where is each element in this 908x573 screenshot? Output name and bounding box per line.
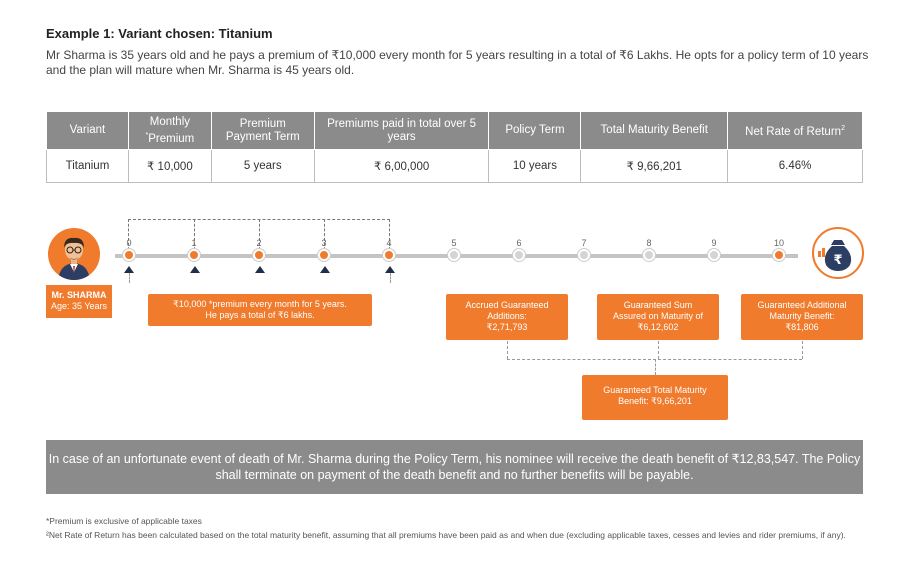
cell-maturity: ₹ 9,66,201 [581, 150, 728, 183]
year-label: 0 [126, 238, 132, 248]
year-dot [123, 249, 135, 261]
header-net-return-label: Net Rate of Return [745, 125, 842, 138]
year-label: 2 [256, 238, 262, 248]
table-header-row [47, 112, 863, 150]
year-label: 7 [581, 238, 587, 248]
year-dot [513, 249, 525, 261]
cell-total-paid: ₹ 6,00,000 [314, 150, 489, 183]
header-monthly-premium-line2: Premium [148, 132, 195, 145]
table-row [47, 150, 863, 183]
year-label: 3 [321, 238, 327, 248]
person-age: Age: 35 Years [50, 301, 108, 311]
gsa-value: ₹6,12,602 [637, 322, 679, 332]
person-avatar-icon [48, 228, 100, 280]
plan-table [46, 111, 863, 183]
premium-marker-icon [385, 266, 395, 273]
gamb-line1: Guaranteed Additional [757, 300, 847, 310]
connector-line [658, 341, 659, 359]
header-net-return [728, 112, 863, 150]
connector-line [655, 359, 656, 375]
svg-text:₹: ₹ [833, 253, 843, 268]
year-label: 9 [711, 238, 717, 248]
cell-variant: Titanium [47, 150, 129, 183]
year-dot [383, 249, 395, 261]
header-maturity: Total Maturity Benefit [581, 112, 728, 150]
cell-policy-term: 10 years [489, 150, 581, 183]
year-dot [188, 249, 200, 261]
year-dot [578, 249, 590, 261]
sum-assured-box [597, 294, 719, 340]
premium-note-line1: ₹10,000 *premium every month for 5 years. [173, 299, 347, 309]
cell-ppt: 5 years [211, 150, 314, 183]
marker-stem [390, 273, 391, 283]
additional-benefit-box [741, 294, 863, 340]
premium-note-line2: He pays a total of ₹6 lakhs. [205, 310, 315, 320]
gamb-value: ₹81,806 [785, 322, 819, 332]
header-ppt: Premium Payment Term [211, 112, 314, 150]
total-line1: Guaranteed Total Maturity [603, 385, 707, 395]
cell-net-return: 6.46% [728, 150, 863, 183]
person-name: Mr. SHARMA [51, 290, 107, 300]
intro-text: Mr Sharma is 35 years old and he pays a premium of ₹10,000 every month for 5 years resulting in a total of ₹6 Lakhs. He opts for a policy term of 10 years and the plan will mature when Mr. Sharma is 45 years old. [46, 48, 869, 77]
gsa-line1: Guaranteed Sum [623, 300, 693, 310]
money-bag-icon [812, 227, 864, 279]
accrued-line2: Additions: [487, 311, 527, 321]
cell-monthly-premium: ₹ 10,000 [128, 150, 211, 183]
premium-marker-icon [255, 266, 265, 273]
premium-marker-icon [190, 266, 200, 273]
year-label: 10 [773, 238, 784, 248]
connector-line [802, 341, 803, 359]
year-dot [318, 249, 330, 261]
header-total-paid: Premiums paid in total over 5 years [314, 112, 489, 150]
year-dot [253, 249, 265, 261]
connector-line [507, 341, 508, 359]
total-line2: Benefit: ₹9,66,201 [618, 396, 692, 406]
header-monthly-premium [128, 112, 211, 150]
total-maturity-box [582, 375, 728, 420]
death-benefit-box: In case of an unfortunate event of death of Mr. Sharma during the Policy Term, his nominee will receive the death benefit of ₹12,83,547. The Policy shall terminate on payment of the death benefit and no further benefits will be payable. [46, 440, 863, 494]
header-variant: Variant [47, 112, 129, 150]
year-dot [643, 249, 655, 261]
footnote-premium: *Premium is exclusive of applicable taxes [46, 516, 202, 526]
year-label: 6 [516, 238, 522, 248]
year-dot [448, 249, 460, 261]
person-label [46, 285, 112, 318]
premium-note-box [148, 294, 372, 326]
accrued-value: ₹2,71,793 [486, 322, 528, 332]
year-label: 1 [191, 238, 197, 248]
header-monthly-premium-sup: * [145, 131, 149, 139]
marker-stem [129, 273, 130, 283]
header-monthly-premium-line1: Monthly [149, 115, 191, 128]
accrued-line1: Accrued Guaranteed [465, 300, 549, 310]
gamb-line2: Maturity Benefit: [769, 311, 835, 321]
example-title: Example 1: Variant chosen: Titanium [46, 26, 273, 41]
year-label: 4 [386, 238, 392, 248]
year-dot [708, 249, 720, 261]
premium-marker-icon [124, 266, 134, 273]
year-label: 8 [646, 238, 652, 248]
footnote-net-return: ²Net Rate of Return has been calculated based on the total maturity benefit, assuming that all premiums have been paid as and when due (excluding applicable taxes, cesses and levies and rider premiums, if any). [46, 530, 846, 540]
gsa-line2: Assured on Maturity of [612, 311, 704, 321]
accrued-additions-box [446, 294, 568, 340]
header-policy-term: Policy Term [489, 112, 581, 150]
year-label: 5 [451, 238, 457, 248]
year-dot [773, 249, 785, 261]
premium-marker-icon [320, 266, 330, 273]
header-net-return-sup: 2 [841, 125, 845, 133]
